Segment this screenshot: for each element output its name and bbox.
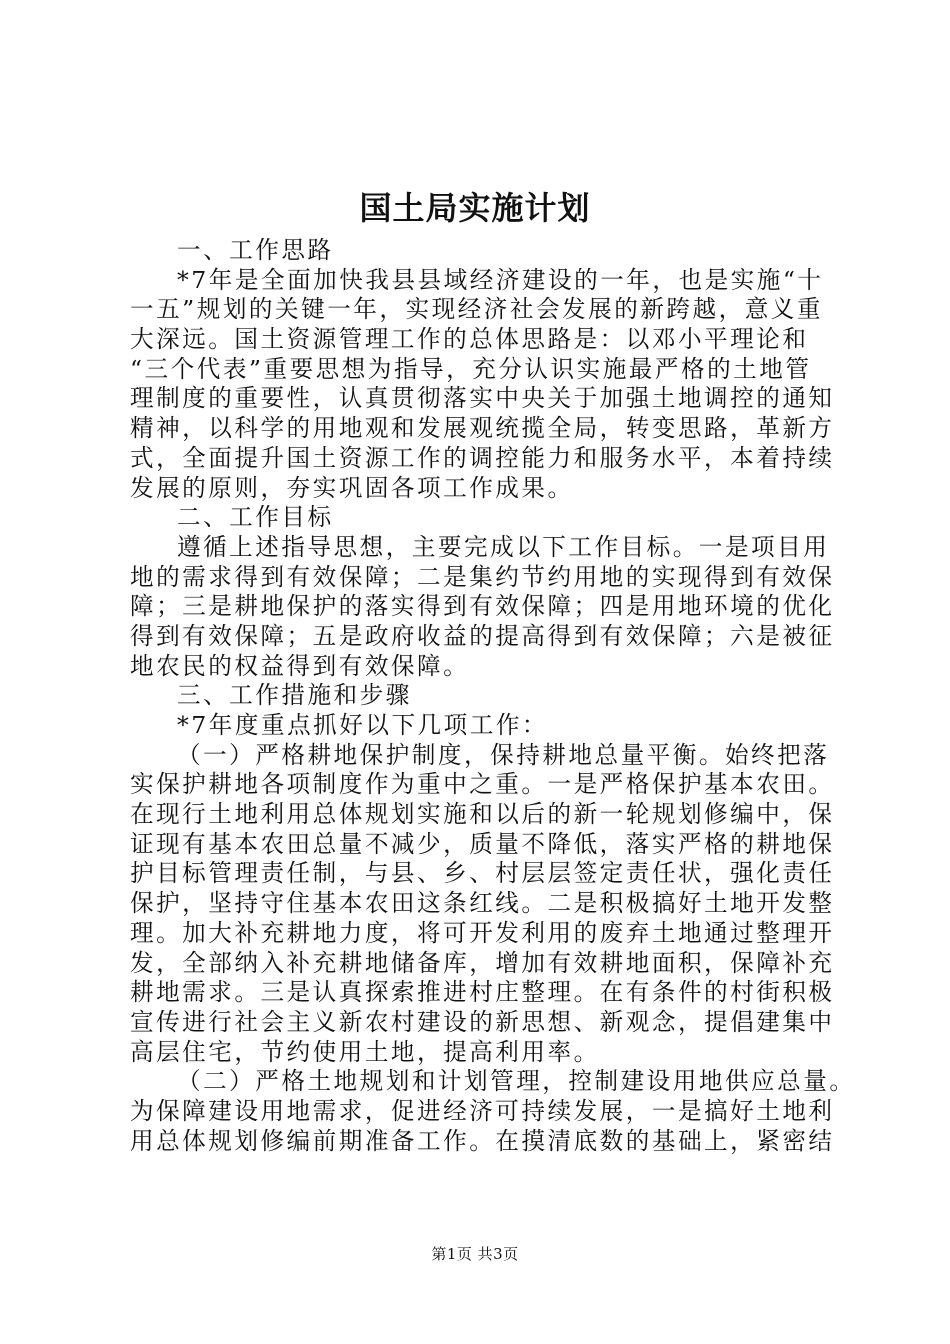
body-line: 宣传进行社会主义新农村建设的新思想、新观念，提倡建集中: [130, 1007, 835, 1036]
body-line: 精神，以科学的用地观和发展观统揽全局，转变思路，革新方: [130, 414, 835, 443]
body-line: *7年度重点抓好以下几项工作：: [177, 711, 549, 739]
body-line: 实保护耕地各项制度作为重中之重。一是严格保护基本农田。: [130, 770, 835, 799]
body-line: 地农民的权益得到有效保障。: [130, 651, 470, 680]
body-line: 一五”规划的关键一年，实现经济社会发展的新跨越，意义重: [130, 295, 823, 324]
body-line: 一、工作思路: [177, 236, 334, 264]
body-line: 保护，坚持守住基本农田这条红线。二是积极搞好土地开发整: [130, 889, 835, 918]
body-line: 耕地需求。三是认真探索推进村庄整理。在有条件的村街积极: [130, 978, 835, 1007]
body-line: （一）严格耕地保护制度，保持耕地总量平衡。始终把落: [177, 740, 830, 769]
body-line: 障；三是耕地保护的落实得到有效保障；四是用地环境的优化: [130, 592, 835, 621]
body-line: 地的需求得到有效保障；二是集约节约用地的实现得到有效保: [130, 562, 835, 591]
body-line: 遵循上述指导思想，主要完成以下工作目标。一是项目用: [177, 532, 830, 561]
body-line: 护目标管理责任制，与县、乡、村层层签定责任状，强化责任: [130, 859, 835, 888]
body-line: 式，全面提升国土资源工作的调控能力和服务水平，本着持续: [130, 443, 835, 472]
body-line: 三、工作措施和步骤: [177, 681, 412, 710]
body-line: 得到有效保障；五是政府收益的提高得到有效保障；六是被征: [130, 621, 835, 650]
body-line: 高层住宅，节约使用土地，提高利用率。: [130, 1037, 600, 1066]
body-line: “三个代表”重要思想为指导，充分认识实施最严格的土地管: [130, 354, 812, 383]
body-line: 理。加大补充耕地力度，将可开发利用的废弃土地通过整理开: [130, 918, 835, 947]
body-line: 理制度的重要性，认真贯彻落实中央关于加强土地调控的通知: [130, 384, 835, 413]
body-line: 发，全部纳入补充耕地储备库，增加有效耕地面积，保障补充: [130, 948, 835, 977]
body-line: 二、工作目标: [177, 503, 334, 532]
body-line: 用总体规划修编前期准备工作。在摸清底数的基础上，紧密结: [130, 1126, 835, 1155]
body-line: 发展的原则，夯实巩固各项工作成果。: [130, 473, 574, 502]
body-line: *7年是全面加快我县县域经济建设的一年，也是实施“十: [177, 265, 824, 294]
body-line: 在现行土地利用总体规划实施和以后的新一轮规划修编中，保: [130, 800, 835, 829]
body-line: 证现有基本农田总量不减少，质量不降低，落实严格的耕地保: [130, 829, 835, 858]
page-footer: 第1页 共3页: [431, 1245, 519, 1263]
body-line: （二）严格土地规划和计划管理，控制建设用地供应总量。: [177, 1067, 856, 1096]
body-line: 为保障建设用地需求，促进经济可持续发展，一是搞好土地利: [130, 1096, 835, 1125]
document-title: 国土局实施计划: [359, 189, 591, 227]
document-body: [130, 236, 856, 1156]
body-line: 大深远。国土资源管理工作的总体思路是：以邓小平理论和: [130, 325, 809, 354]
